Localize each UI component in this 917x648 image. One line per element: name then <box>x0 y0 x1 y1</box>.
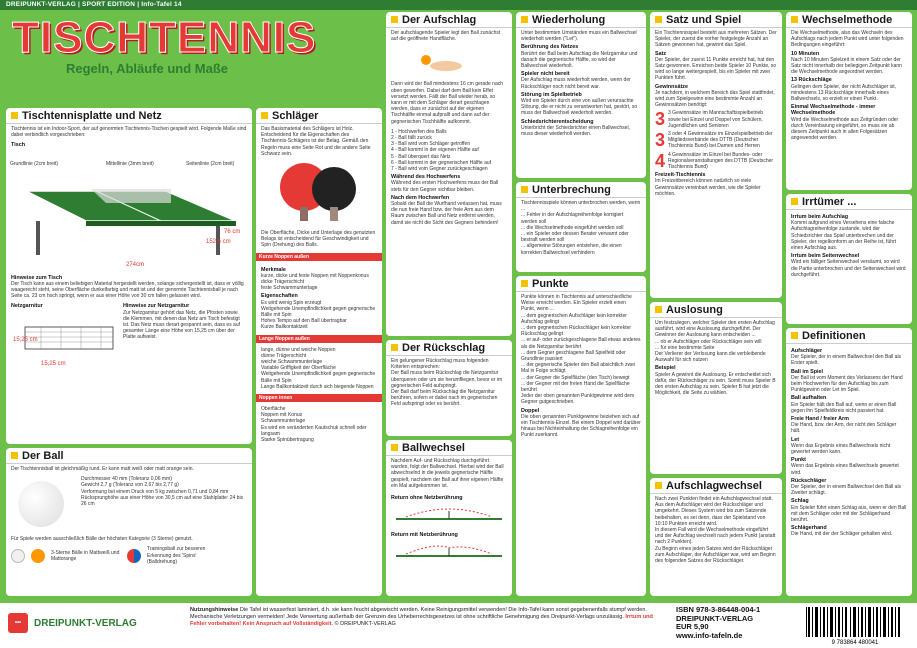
square-icon <box>791 332 798 339</box>
panel-ballwechsel: Ballwechsel Nachdem Auf- und Rückschlag durchgeführt wurden, folgt der Ballwechsel. Hierbei wird der Ball abwechselnd in die jeweils gegnerische Hälfte gespielt, nachdem der Ball auf ihrer eigenen Hälfte ein Mal aufgekommen ist. Return ohne Netzberührung Return mit Netzberührung <box>386 440 512 596</box>
panel-tisch <box>6 108 252 444</box>
panel-satz: Satz und Spiel Ein Tischtennisspiel besteht aus mehreren Sätzen. Der Spieler, der zuerst die vorher festgelegte Anzahl an Sätzen gewonnen hat, gewinnt das Spiel. Satz Der Spieler, der zuerst 11 Punkte erreicht hat, hat den Satz gewonnen. Erreichen beide Spieler 10 Punkte, so wird so lange weitergespielt, bis ein Spieler mit zwei Punkten führt. Gewinnsätze Je nachdem, in welchem Bereich das Spiel stattfindet, wird zum Spielgewinn eine bestimmte Anzahl an Gewinnsätzen benötigt: 3 3 Gewinnsätze im Mannschaftsspielbetrieb sowie bei Einzel und Doppel von Schülern, Jugendlichen und Senioren 3 3 oder 4 Gewinnsätze im Einzelspielbetrieb der Mitgliedsverbände des DTTB (Deutscher Tischtennis Bund) bei Damen und Herren 4 4 Gewinnsätze im Einzel bei Bundes- oder Regionalveranstaltungen des DTTB (Deutscher Tischtennis Bund) Freizeit-Tischtennis Im Freizeitbereich können natürlich so viele Gewinnsätze vereinbart werden, wie die Spieler möchten. <box>650 12 782 298</box>
logo-icon: ••• <box>8 613 28 633</box>
panel-unterbrechung: Unterbrechung Tischtennisspiele können unterbrochen werden, wenn ... ... Fehler in der Aufschlagreihenfolge korrigiert werden soll ... die Wechselmethode eingeführt werden soll ... ein Spieler oder dessen Berater verwarnt oder bestraft werden soll ... allgemeine Störungen entstehen, die einen korrekten Ballwechsel verhindern <box>516 182 646 272</box>
page-title: TISCHTENNIS <box>12 13 317 62</box>
tisch-intro: Tischtennis ist ein Indoor-Sport, der auf genormten Tischtennis-Tischen gespielt wird. Folgende Maße sind dabei verbindlich vorgeschrieben: <box>11 126 247 139</box>
table-leg <box>36 221 40 255</box>
square-icon <box>391 444 398 451</box>
net-diagram <box>11 309 121 379</box>
panel-irrtuemer: Irrtümer ... Irrtum beim Aufschlag Kommt aufgrund eines Versehens eine falsche Aufschlagreihenfolge zustande, wird der Schiedsrichter das Spiel unterbrechen und der Spieler, der regelkonform an der Reihe ist, führt einen Aufschlag aus. Irrtum beim Seitenwechsel Wird ein fälliger Seitenwechsel versäumt, so wird die Partie unterbrochen und der Seitenwechsel wird durchgeführt. <box>786 194 912 324</box>
ball-training: Trainingsball zur besseren Erkennung des 'Spins' (Balldrehung) <box>147 546 206 565</box>
barcode <box>800 607 910 645</box>
net-frame <box>25 327 113 349</box>
square-icon <box>521 186 528 193</box>
top-bar: DREIPUNKT-VERLAG | SPORT EDITION | Info-Tafel 14 <box>0 0 917 10</box>
panel-title: Definitionen <box>786 328 912 344</box>
panel-punkte: Punkte Punkte können in Tischtennis auf unterschiedliche Weise erreicht werden. Ein Spieler erzielt einen Punkt, wenn ... ... dem gegnerischen Aufschläger kein korrekter Aufschlag gelingt ... dem gegnerischen Rückschläger kein korrekter Rückschlag gelingt ... er auf- oder zurückgeschlagene Ball etwas anderes als die Netzgarnitur berührt ... dem Gegner geschlagene Ball Spielfeld oder Grundlinie passiert ... der gegnerische Spieler den Ball absichtlich zwei Mal in Folge schlägt ... der Gegner die Spielfläche (den Tisch) bewegt ... der Gegner mit der freien Hand die Spielfläche berührt Jeder der oben genannten Punktgewinne wird dem Gegner gutgeschrieben. Doppel Die oben genannten Punktgewinne beziehen sich auf ein Tischtennis-Einzel. Bei einem Doppel wird darüber hinaus bei Nichteinhaltung der Schlagreihenfolge ein Punkt zuerkannt. <box>516 276 646 596</box>
barcode-bars <box>802 607 908 645</box>
square-icon <box>521 280 528 287</box>
section-title: Noppen innen <box>256 394 382 402</box>
square-icon <box>655 306 662 313</box>
section-title: Kurze Noppen außen <box>256 253 382 261</box>
netz-label: Netzgarnitur <box>11 303 43 310</box>
hand-icon <box>430 61 462 71</box>
paddle-handle <box>330 207 338 221</box>
return-diagram <box>386 503 512 523</box>
panel-title: Schläger <box>256 108 382 124</box>
aufschlag-text2: Dann wird der Ball mindestens 16 cm gerade nach oben geworfen. Dabei darf dem Ball kein Effet versetzt werden. Fällt der Ball wieder herab, so kann er mit dem Schläger derart geschlagen werden, dass er zunächst auf der eigenen Tischhälfte einmal aufprallt und dann auf der gegnerischen Tischhälfte aufkommt. <box>391 81 504 125</box>
panel-title: Auslosung <box>650 302 782 318</box>
ballwechsel-text: Nachdem Auf- und Rückschlag durchgeführt wurden, folgt der Ballwechsel. Hierbei wird der Ball abwechselnd in die jeweils gegnerische Hälfte gespielt, nachdem der Ball auf ihrer eigenen Hälfte ein Mal aufgekommen ist. <box>391 458 504 489</box>
panel-title: Aufschlagwechsel <box>650 478 782 494</box>
label-mittellinie: Mittellinie (3mm breit) <box>106 160 154 167</box>
ball-sterne: 3-Sterne Bälle in Mattweiß und Mattorange <box>51 549 120 562</box>
footer-text: Nutzungshinweise Die Tafel ist wasserfest laminiert, d.h. sie kann feucht abgewischt werden. Keine Reinigungsmittel verwenden! Die Info-Tafel kann sonst gegebenenfalls stumpf werden. Mechanische Verletzungen vermeiden! Jede Verwertung außerhalb der Grenzen des Urheberrechtsgesetzes ist ohne schriftliche Genehmigung des Dreipunkt-Verlags unzulässig. Irrtum und Fehler vorbehalten! Kein Anspruch auf Vollständigkeit. © DREIPUNKT-VERLAG <box>190 607 653 627</box>
ball-orange-icon <box>31 549 45 563</box>
square-icon <box>11 452 18 459</box>
ball-white-icon <box>11 549 25 563</box>
panel-rueckschlag: Der Rückschlag Ein gelungener Rückschlag muss folgenden Kriterien entsprechen: Der Ball muss beim Rückschlag die Netzgarnitur überqueren oder um sie herumfliegen, bevor er im gegnerischen Feld aufspringt. Der Ball darf beim Rückschlag die Netzgarnitur berühren, sofern er dabei nach im gegnerischen Feld aufspringt oder es berührt. <box>386 340 512 436</box>
publisher-logo: ••• DREIPUNKT-VERLAG <box>8 613 137 633</box>
tisch-label: Tisch <box>11 142 25 149</box>
panel-title: Wiederholung <box>516 12 646 28</box>
net-overhang: 15,25 cm <box>41 361 66 368</box>
aufschlag-intro: Der aufschlagende Spieler legt den Ball zunächst auf die geöffnete Handfläche. <box>391 30 501 43</box>
table-diagram <box>6 151 252 271</box>
square-icon <box>655 16 662 23</box>
panel-title: Der Rückschlag <box>386 340 512 356</box>
panel-auslosung: Auslosung Um festzulegen, welcher Spieler den ersten Aufschlag ausführt, wird eine Auslosung durchgeführt. Der Gewinner der Auslosung kann entscheiden ... ... ob er Aufschläger oder Rückschläger sein will ... für eine bestimmte Seite Der Verlierer der Verlosung kann die verbleibende Auswahl für sich nutzen Beispiel Spieler A gewinnt die Auslosung. Er entscheidet sich dafür, der Rückschläger zu sein. Somit muss Spieler B den ersten Aufschlag zu sein. Spieler B hat jetzt die Möglichkeit, die Seite zu wählen. <box>650 302 782 474</box>
panel-title: Wechselmethode <box>786 12 912 28</box>
gewinnsatz-row: 3 3 Gewinnsätze im Mannschaftsspielbetrieb sowie bei Einzel und Doppel von Schülern, Jugendlichen und Senioren <box>655 109 764 130</box>
ball-spec: Durchmesser 40 mm (Toleranz 0,06 mm) <box>81 476 172 483</box>
ball-icon <box>18 481 64 527</box>
square-icon <box>791 198 798 205</box>
panel-ball <box>6 448 252 596</box>
gewinnsatz-row: 3 3 oder 4 Gewinnsätze im Einzelspielbetrieb der Mitgliedsverbände des DTTB (Deutscher Tischtennis Bund) bei Damen und Herren <box>655 130 773 151</box>
panel-title: Tischtennisplatte und Netz <box>6 108 252 124</box>
ball-icon <box>421 55 431 65</box>
panel-title: Der Ball <box>6 448 252 464</box>
dim-length: 274cm <box>126 261 145 268</box>
ball-note: Für Spiele werden ausschließlich Bälle der höchsten Kategorie (3 Sterne) genutzt. <box>11 536 193 543</box>
ball-spec: Rücksprunghöhe aus einer Höhe von 30,5 cm auf eine Stahlplatte: 24 bis 26 cm <box>81 494 244 508</box>
gewinnsatz-row: 4 4 Gewinnsätze im Einzel bei Bundes- oder Regionalveranstaltungen des DTTB (Deutscher Tischtennis Bund) <box>655 150 774 171</box>
panel-title: Ballwechsel <box>386 440 512 456</box>
panel-wechselmethode: Wechselmethode Die Wechselmethode, also das Wechseln des Aufschlags nach jedem Punkt wird unter folgenden Bedingungen eingeführt: 10 Minuten Nach 10 Minuten Spielzeit in einem Satz oder der Satz nicht innerhalb der beliegigen Zeitpunkt kann die Wechselmethode angeordnet werden. 13 Rückschläge Gelingen dem Spieler, der nicht Aufschläger ist, mindestens 13 Rückschläge innerhalb eines Ballwechsels, so erzielt er einen Punkt. Einmal Wechselmethode - immer Wechselmethode Wird die Wechselmethode aus Zeitgründen oder durch Vereinbarung eingeführt, so muss sie ab diesem Zeitpunkt auch in allen Folgesätzen angewendet werden. <box>786 12 912 190</box>
netz-text: Zur Netzgarnitur gehört das Netz, die Pfosten sowie die Klemmen, mit denen das Netz am Tisch befestigt ist. Das Netz muss derart gespannt sein, dass es auf gesamter Länge eine Höhe von 15,25 cm über der Platte aufweist. <box>123 309 240 341</box>
serve-illustration <box>386 44 512 74</box>
schlaeger-text2: Die Oberfläche, Dicke und Unterlage des genutzten Belags ist entscheidend für Geschwindigkeit und Spin (Drehung) des Balls. <box>261 230 376 249</box>
section-title: Lange Noppen außen <box>256 335 382 343</box>
label-grundlinie: Grundlinie (2cm breit) <box>10 160 59 167</box>
paddle-black <box>312 167 356 211</box>
hinweise-text: Der Tisch kann aus einem beliebigen Material hergestellt werden, solange sichergestellt ist, dass er völlig waagerecht steht, seine Oberfläche dunkelfarbig und matt ist und der genormte Tischtennisball je nach Seite ca. 23 cm hoch springt, wenn er aus einer Höhe von 30 cm fallen gelassen wird. <box>11 280 244 300</box>
barcode-number: 9 783864 480041 <box>831 640 879 645</box>
panel-definitionen: Definitionen Aufschläger Der Spieler, der in einem Ballwechsel den Ball als Erster spielt. Ball im Spiel Der Ball ist vom Moment des Verlassens der Hand beim Hochwerfen für den Aufschlag bis zum Punktgewinn oder Let im Spiel. Ball aufhalten Ein Spieler hält den Ball auf, wenn er einen Ball gegen ihn Spielfeldkreis nicht passiert hat. Freie Hand / freier Arm Die Hand, bzw. der Arm, der nicht den Schläger hält. Let Wenn das Ergebnis eines Ballwechsels nicht gewertet werden kann. Punkt Wenn das Ergebnis eines Ballwechsels gewertet wird. Rückschläger Der Spieler, der in einem Ballwechsel den Ball als Zweiter schlägt. Schlag Ein Spieler führt einen Schlag aus, wenn er den Ball mit dem Schläger oder mit der Schlägerhand berührt. Schlägerhand Die Hand, mit der der Schläger gehalten wird. <box>786 328 912 596</box>
dim-height: 76 cm <box>224 228 241 235</box>
page-subtitle: Regeln, Abläufe und Maße <box>66 61 229 76</box>
training-ball-icon <box>127 549 141 563</box>
square-icon <box>11 112 18 119</box>
netz-title: Hinweise zur Netzgarnitur <box>123 303 190 310</box>
schlaeger-intro: Das Basismaterial des Schlägers ist Holz. Entscheidend für die Eigenschaften des Tischtennis-Schlägers ist der Belag. Gemäß den Regeln muss eine Seite Rot und die andere Seite Schwarz sein. <box>261 126 371 157</box>
label-seitenlinie: Seitenlinie (2cm breit) <box>186 160 235 167</box>
square-icon <box>655 482 662 489</box>
panel-title: Unterbrechung <box>516 182 646 198</box>
paddle-handle <box>300 207 308 221</box>
table-leg <box>216 221 220 255</box>
net-height: 15,25 cm <box>13 337 38 344</box>
table-edge <box>86 221 236 226</box>
paddle-illustration <box>256 159 382 223</box>
panel-aufschlag: Der Aufschlag Der aufschlagende Spieler legt den Ball zunächst auf die geöffnete Handfläche. Dann wird der Ball mindestens 16 cm gerade nach oben geworfen. Dabei darf dem Ball kein Effet versetzt werden. Fällt der Ball wieder herab, so kann er mit dem Schläger derart geschlagen werden, dass er zunächst auf der eigenen Tischhälfte einmal aufprallt und dann auf der gegnerischen Tischhälfte aufkommt. 1 - Hochwerfen des Balls 2 - Ball fällt zurück 3 - Ball wird vom Schläger getroffen 4 - Ball kommt in der eigenen Hälfte auf 5 - Ball überquert das Netz 6 - Ball kommt in der gegnerischen Hälfte auf 7 - Ball wird vom Gegner zurückgeschlagen Während des Hochwerfens Während des ersten Hochwerfens muss der Ball stets für den Gegner sichtbar bleiben. Nach dem Hochwerfen Sobald der Ball die Wurfhand verlassen hat, muss die nun freie Hand bzw. der freie Arm aus dem Raum zwischen Ball und Netz entfernt werden, damit sie nicht die Sicht des Gegners behindern! <box>386 12 512 336</box>
ball-intro: Der Tischtennisball ist gleichmäßig rund. Er kann matt weiß oder matt orange sein. <box>11 466 194 472</box>
dim-width: 152,5 cm <box>206 238 231 245</box>
panel-title: Irrtümer ... <box>786 194 912 210</box>
ball-spec: Gewicht 2,7 g (Toleranz von 2,67 bis 2,77 g) <box>81 482 179 489</box>
footer <box>0 600 917 648</box>
net-mesh <box>25 327 113 349</box>
panel-aufschlagwechsel: Aufschlagwechsel Nach zwei Punkten findet ein Aufschlagwechsel statt. Aus dem Aufschläger wird der Rückschläger und umgekehrt. Dieses System wird bis zum Satzende beibehalten, es sei denn, dass der Spielstand von 10:10 Punkten erreicht wird. In diesem Fall wird die Wechselmethode eingeführt und der Aufschlag wechselt nach jedem Punkt (anstatt nach 2 Punkten). Zu Beginn eines jeden Satzes wird der Rückschläger zum Aufschläger, der Aufschläger war, wird am Beginn des folgenden Satzes der Rückschläger. <box>650 478 782 596</box>
square-icon <box>521 16 528 23</box>
panel-schlaeger: Schläger Das Basismaterial des Schlägers ist Holz. Entscheidend für die Eigenschaften des Tischtennis-Schlägers ist der Belag. Gemäß den Regeln muss eine Seite Rot und die andere Seite Schwarz sein. Die Oberfläche, Dicke und Unterlage des genutzten Belags ist entscheidend für Geschwindigkeit und Spin (Drehung) des Balls. Kurze Noppen außen Merkmale kurze, dicke und feste Noppen mit Noppenkonus dicke Trägerschicht feste Schwammunterlage Eigenschaften Es wird wenig Spin erzeugt Weitgehende Unempfindlichkeit gegen gegnerische Bälle mit Spin Hohes Tempo auf den Ball übertragbar Kurze Ballkontaktzeit Lange Noppen außen lange, dünne und weiche Noppen dünne Trägerschicht weiche Schwammunterlage Variable Griffigkeit der Oberfläche Weitgehende Unempfindlichkeit gegen gegnerische Bälle mit Spin Lange Ballkontaktzeit durch sich biegende Noppen Noppen innen Oberfläche Noppen mit Konus Schwammunterlage Es wird ein veränderten Kautschuk schnell oder langsam Starke Spinübertragung <box>256 108 382 596</box>
panel-wiederholung: Wiederholung Unter bestimmten Umständen muss ein Ballwechsel wiederholt werden ("Let"). Berührung des Netzes Berührt der Ball beim Aufschlag die Netzgarnitur und danach die gegnerische Hälfte, so wird der Ballwechsel wiederholt. Spieler nicht bereit Der Aufschlag muss wiederholt werden, wenn der Rückschläger noch nicht bereit war. Störung im Spielbetrieb Wird ein Spieler durch eine von außen verursachte Störung, die er nicht zu verantworten hat, gestört, so muss der Ballwechsel wiederholt werden. Schiedsrichterentscheidung Unterbricht der Schiedsrichter einen Ballwechsel, muss dieser wiederholt werden. <box>516 12 646 178</box>
ball-spec: Verformung bei einem Druck von 5 kg zwischen 0,71 und 0,84 mm <box>81 488 229 495</box>
square-icon <box>391 344 398 351</box>
panel-title: Punkte <box>516 276 646 292</box>
return-net-diagram <box>386 540 512 560</box>
isbn-block: ISBN 978-3-86448-004-1 DREIPUNKT-VERLAG EUR 5,90 www.info-tafeln.de <box>676 605 761 640</box>
panel-title: Der Aufschlag <box>386 12 512 28</box>
brand-header <box>6 13 317 102</box>
hinweise-title: Hinweise zum Tisch <box>11 274 63 281</box>
panel-title: Satz und Spiel <box>650 12 782 28</box>
square-icon <box>391 16 398 23</box>
square-icon <box>791 16 798 23</box>
square-icon <box>261 112 268 119</box>
